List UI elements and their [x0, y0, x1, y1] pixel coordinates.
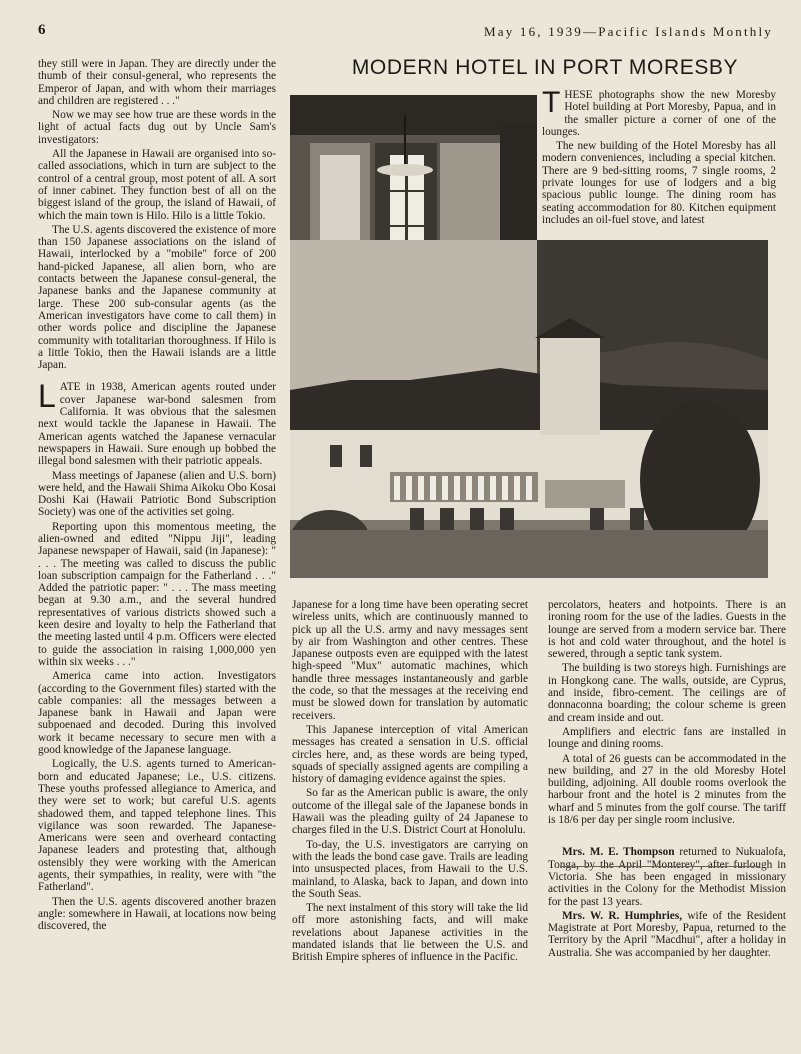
person-name: Mrs. W. R. Humphries,	[562, 909, 683, 922]
column-1	[38, 58, 276, 1020]
col1-paragraph: Reporting upon this momentous meeting, the alien-owned and edited "Nippu Jiji", leading Japanese newspaper of Hawaii, said (in Japanese): " . . . The meeting was called to discuss the public loan subscription campaign for the Fatherland . . ." Added the patriotic paper: " . . . The mass meeting began at 9.30 a.m., and the several hundred representatives of various districts showed such a keen desire and loyalty to help the Fatherland that the meeting lasted until 4 p.m. Officers were elected to guide the association in raising 1,000,000 yen within six weeks . . ."	[38, 520, 276, 668]
col4-paragraph: Amplifiers and electric fans are installed in lounge and dining rooms.	[548, 725, 786, 751]
col1-paragraph: All the Japanese in Hawaii are organised into so-called associations, which in turn are subject to the control of a central group, most potent of all. A sort of inner cabinet. They function best of all on the biggest island of the group, the island of Hawaii, of which the main town is Hilo. Hilo is a little Tokio.	[38, 148, 276, 222]
col3-paragraph: The new building of the Hotel Moresby has all modern conveniences, including a special kitchen. There are 9 bed-sitting rooms, 7 single rooms, 2 private lounges for use of lodgers and a big spacious public lounge. The dining room has seating accommodation for 80. Kitchen equipment includes an oil-fuel stove, and latest	[542, 140, 776, 226]
col1-paragraph: America came into action. Investigators (according to the Government files) started with the cable companies: all the messages between a Japanese bank in Hawaii and Japan were subpoenaed and decoded. During this involved work it became necessary to secure men with a good knowledge of the Japanese language.	[38, 670, 276, 757]
col2-paragraph: So far as the American public is aware, the only outcome of the illegal sale of the Japanese bonds in Hawaii was the pleading guilty of 24 Japanese to charges filed in the U.S. District Court at Honolulu.	[292, 787, 528, 837]
col1-paragraph: they still were in Japan. They are directly under the thumb of their consul-general, who represents the Emperor of Japan, and with whom their marriages and children are registered . . ."	[38, 58, 276, 107]
col2-paragraph: Japanese for a long time have been operating secret wireless units, which are continuously manned to pick up all the U.S. army and navy messages sent by air from Washington and other centres. These Japanese outposts even are equipped with the latest high-speed "Mux" automatic machines, which handle three messages instantaneously and garble the code, so that the messages at the receiving end must be slowed down for translation by automatic receivers.	[292, 599, 528, 722]
article-title: MODERN HOTEL IN PORT MORESBY	[351, 56, 739, 79]
person-name: Mrs. M. E. Thompson	[562, 846, 675, 859]
dropcap: T	[542, 89, 561, 119]
col2-paragraph: To-day, the U.S. investigators are carrying on with the leads the bond case gave. Trails are leading into unsuspected places, from Hawaii to the U.S. mainland, to Alaska, back to Japan, and down into the South Seas.	[292, 838, 528, 900]
col1-paragraph: Then the U.S. agents discovered another brazen angle: somewhere in Hawaii, at locations now being discovered, the	[38, 895, 276, 933]
section-divider	[560, 866, 760, 867]
col2-paragraph: The next instalment of this story will take the lid off more astonishing facts, and will make revelations about Japanese activities in the mandated islands that lie between the U.S. and British Empire spheres of influence in the Pacific.	[292, 902, 528, 964]
personal-note: Mrs. W. R. Humphries, wife of the Resident Magistrate at Port Moresby, Papua, returned to the Territory by the April "Macdhui", after a holiday in Australia. She was accompanied by her daughter.	[548, 909, 786, 959]
dropcap: L	[38, 378, 56, 415]
column-3	[542, 89, 776, 239]
col2-paragraph: This Japanese interception of vital American messages has created a sensation in U.S. official circles here, and, as these words are being typed, squads of specially assigned agents are compiling a history of damaging evidence against the spies.	[292, 723, 528, 786]
column-2	[292, 599, 528, 1019]
running-head: May 16, 1939—Pacific Islands Monthly	[484, 24, 773, 39]
col1-dropcap-paragraph: LATE in 1938, American agents routed under cover Japanese war-bond salesmen from California. It was obvious that the salesmen next would tackle the Japanese in Hawaii. The American agents watched the Japanese vernacular newspapers in Hawaii. Sure enough up bobbed the illegal bond salesmen with their patriotic appeals.	[38, 378, 276, 468]
col1-paragraph: Mass meetings of Japanese (alien and U.S. born) were held, and the Hawaii Shima Aikoku Obo Kosai Doshi Kai (Hawaii Patriotic Bond Subscription Society) was one of the activities set going.	[38, 469, 276, 519]
personal-note: Mrs. M. E. Thompson returned to Nukualofa, Tonga, by the April "Monterey", after furlough in Victoria. She has been engaged in missionary activities in the Colony for the Methodist Mission for the past 13 years.	[548, 846, 786, 908]
col1-paragraph: Logically, the U.S. agents turned to American-born and educated Japanese; i.e., U.S. citizens. These youths professed allegiance to America, and they were set to work; but careful U.S. agents shadowed them, and tapped telephone lines. This vigilance was soon rewarded. The Japanese-Americans were seen and overheard contacting Japanese leaders and protesting that, although ostensibly they were working with the American agents, their sympathies, in reality, were with "the Fatherland".	[38, 758, 276, 894]
hotel-exterior-photo	[290, 240, 768, 578]
col4-paragraph: A total of 26 guests can be accommodated in the new building, and 27 in the old Moresby Hotel building, adjoining. All double rooms overlook the harbour front and the hotel is 2 minutes from the wharf and 5 minutes from the golf course. The tariff is 18/6 per day per single room inclusive.	[548, 752, 786, 827]
col1-paragraph: The U.S. agents discovered the existence of more than 150 Japanese associations on the island of Hawaii, interlocked by a "mobile" force of 200 hand-picked Japanese, all alien born, who are contacts between the Japanese consul-general, the Japanese banks and the Japanese community at large. These 200 sub-consular agents (as the American investigators have come to call them) in other words police and discipline the Japanese community with totalitarian thoroughness. If Hilo is a little Tokio, then the Hawaii islands are a little Japan.	[38, 223, 276, 372]
col1-paragraph: Now we may see how true are these words in the light of actual facts dug out by Uncle Sam's investigators:	[38, 109, 276, 146]
page-number: 6	[38, 22, 46, 38]
column-4	[548, 599, 786, 1019]
col3-dropcap-paragraph: THESE photographs show the new Moresby Hotel building at Port Moresby, Papua, and in the smaller picture a corner of one of the lounges.	[542, 89, 776, 138]
col4-paragraph: The building is two storeys high. Furnishings are in Hongkong cane. The walls, outside, are Cyprus, and inside, fibro-cement. The ceilings are of donnaconna boarding; the colour scheme is green and cream inside and out.	[548, 662, 786, 724]
col4-paragraph: percolators, heaters and hotpoints. There is an ironing room for the use of the ladies. Guests in the lounge are served from a modern service bar. There is hot and cold water throughout, and the hotel is sewered, through a septic tank system.	[548, 599, 786, 661]
